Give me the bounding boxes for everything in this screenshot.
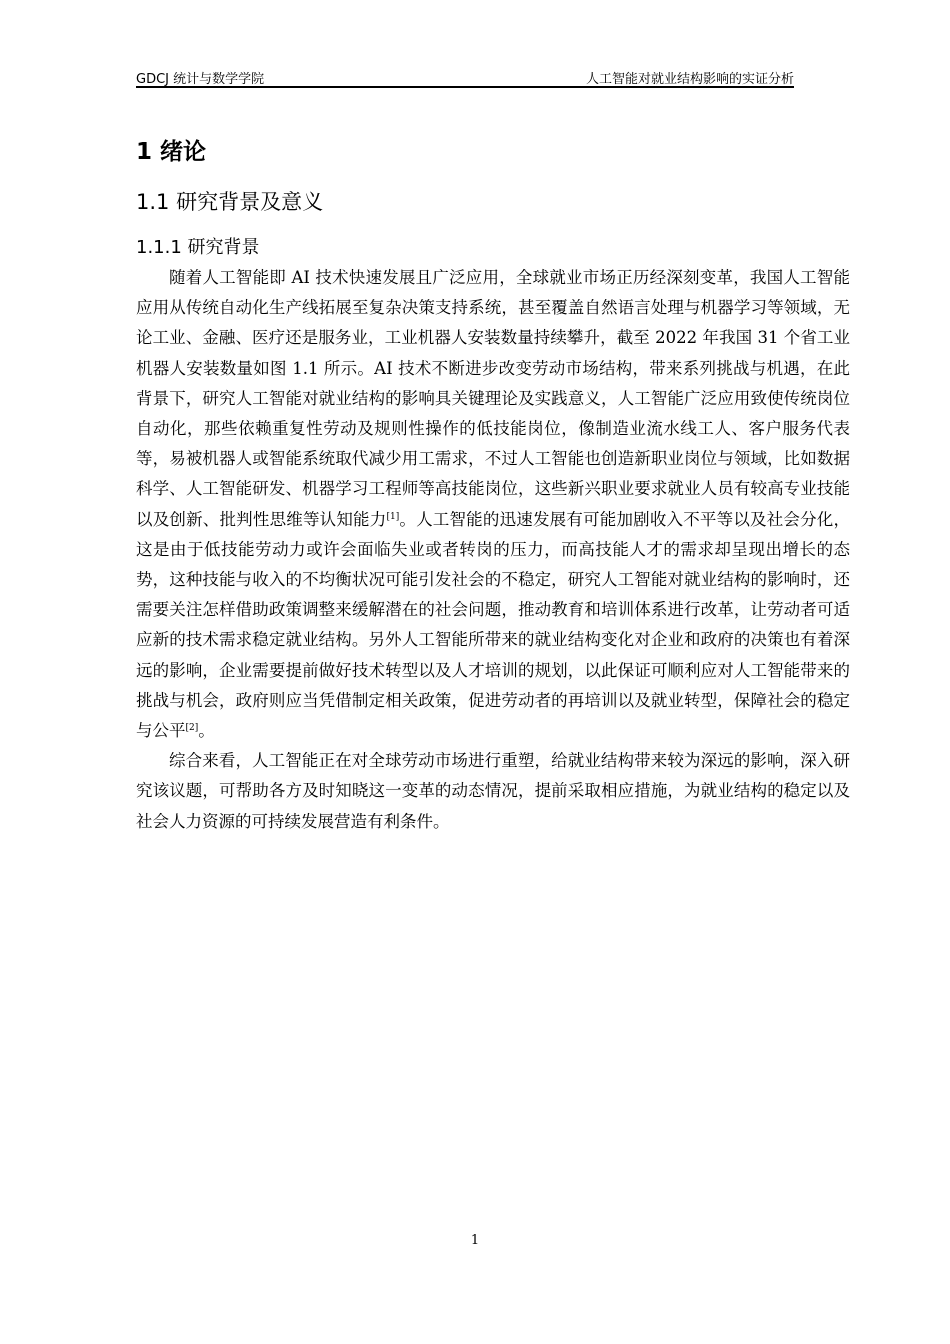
paragraph-text: 。 [198, 721, 215, 741]
section-title: 1.1 研究背景及意义 [136, 190, 324, 214]
paragraph-text: 。人工智能的迅速发展有可能加剧收入不平等以及社会分化，这是由于低技能劳动力或许会面临失业或者转岗的压力，而高技能人才的需求却呈现出增长的态势，这种技能与收入的不均衡状况可能引发社会的不稳定，研究人工智能对就业结构的影响时，还需要关注怎样借助政策调整来缓解潜在的社会问题，推动教育和培训体系进行改革，让劳动者可适应新的技术需求稳定就业结构。另外人工智能所带来的就业结构变化对企业和政府的决策也有着深远的影响，企业需要提前做好技术转型以及人才培训的规划，以此保证可顺利应对人工智能带来的挑战与机会，政府则应当凭借制定相关政策，促进劳动者的再培训以及就业转型，保障社会的稳定与公平 [136, 509, 851, 741]
paragraph-text: 随着人工智能即 AI 技术快速发展且广泛应用，全球就业市场正历经深刻变革，我国人工智能应用从传统自动化生产线拓展至复杂决策支持系统，甚至覆盖自然语言处理与机器学习等领域，无论工业、金融、医疗还是服务业，工业机器人安装数量持续攀升，截至 2022 年我国 31 个省工业机器人安装数量如图 1.1 所示。AI 技术不断进步改变劳动市场结构，带来系列挑战与机遇，在此背景下，研究人工智能对就业结构的影响具关键理论及实践意义，人工智能广泛应用致使传统岗位自动化，那些依赖重复性劳动及规则性操作的低技能岗位，像制造业流水线工人、客户服务代表等，易被机器人或智能系统取代减少用工需求，不过人工智能也创造新职业岗位与领域，比如数据科学、人工智能研发、机器学习工程师等高技能岗位，这些新兴职业要求就业人员有较高专业技能以及创新、批判性思维等认知能力 [136, 268, 850, 529]
header-document-title: 人工智能对就业结构影响的实证分析 [585, 72, 794, 87]
chapter-title: 1 绪论 [136, 139, 207, 165]
page-header [136, 66, 794, 88]
citation-ref-2: [2] [185, 723, 199, 734]
citation-ref-1: [1] [386, 511, 400, 522]
paragraph-research-background [136, 263, 850, 746]
header-institution: GDCJ 统计与数学学院 [136, 72, 265, 87]
subsection-title: 1.1.1 研究背景 [136, 237, 260, 258]
page-number: 1 [470, 1233, 480, 1248]
paragraph-summary: 综合来看，人工智能正在对全球劳动市场进行重塑，给就业结构带来较为深远的影响，深入研究该议题，可帮助各方及时知晓这一变革的动态情况，提前采取相应措施，为就业结构的稳定以及社会人力资源的可持续发展营造有利条件。 [136, 751, 850, 831]
body-text [136, 263, 850, 837]
